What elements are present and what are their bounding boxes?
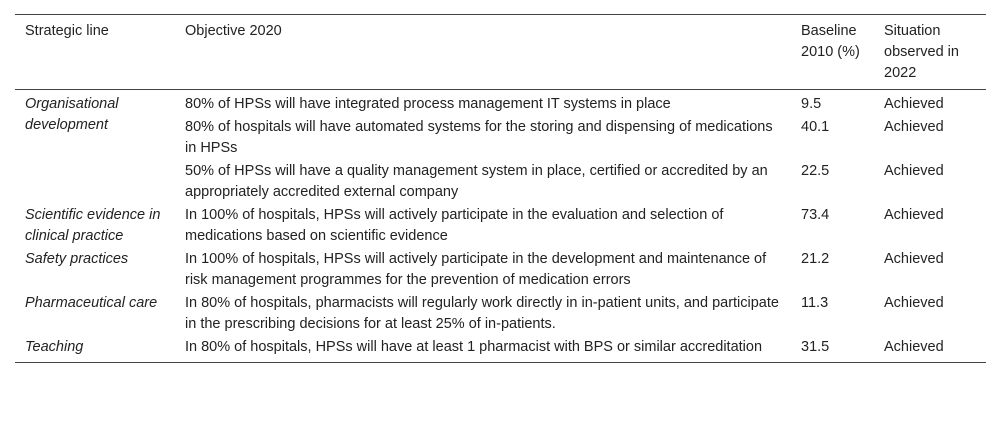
header-strategic-line: Strategic line xyxy=(25,23,109,39)
situation-cell: Achieved xyxy=(884,96,944,112)
table-row xyxy=(15,204,986,248)
baseline-cell: 11.3 xyxy=(801,295,829,311)
header-baseline: Baseline 2010 (%) xyxy=(801,23,860,60)
strategic-objectives-table xyxy=(15,14,986,363)
situation-cell: Achieved xyxy=(884,251,944,267)
objective-cell: In 80% of hospitals, HPSs will have at least 1 pharmacist with BPS or similar accreditation xyxy=(185,339,763,355)
situation-cell: Achieved xyxy=(884,207,944,223)
strategic-line-cell: Organisational development xyxy=(25,96,119,133)
table-row xyxy=(15,336,986,363)
objective-cell: In 100% of hospitals, HPSs will actively participate in the evaluation and selection of medications based on scientific evidence xyxy=(185,207,724,244)
strategic-line-cell: Scientific evidence in clinical practice xyxy=(25,207,161,244)
strategic-line-cell: Pharmaceutical care xyxy=(25,295,158,311)
objective-cell: In 100% of hospitals, HPSs will actively participate in the development and maintenance of risk management programmes for the prevention of medication errors xyxy=(185,251,767,288)
baseline-cell: 73.4 xyxy=(801,207,830,223)
header-situation: Situation observed in 2022 xyxy=(884,23,959,81)
strategic-line-cell: Safety practices xyxy=(25,251,129,267)
objective-cell: In 80% of hospitals, pharmacists will regularly work directly in in-patient units, and participate in the prescribing decisions for at least 25% of in-patients. xyxy=(185,295,779,332)
objective-cell: 50% of HPSs will have a quality management system in place, certified or accredited by an appropriately accredited external company xyxy=(185,163,768,200)
situation-cell: Achieved xyxy=(884,119,944,135)
table-row xyxy=(15,292,986,336)
baseline-cell: 31.5 xyxy=(801,339,830,355)
baseline-cell: 40.1 xyxy=(801,119,830,135)
table-row xyxy=(15,248,986,292)
baseline-cell: 9.5 xyxy=(801,96,822,112)
strategic-line-cell: Teaching xyxy=(25,339,84,355)
table-header-row xyxy=(15,15,986,90)
table-row xyxy=(15,90,986,117)
situation-cell: Achieved xyxy=(884,339,944,355)
baseline-cell: 22.5 xyxy=(801,163,830,179)
strategic-objectives-table-container xyxy=(15,14,986,363)
situation-cell: Achieved xyxy=(884,163,944,179)
baseline-cell: 21.2 xyxy=(801,251,830,267)
situation-cell: Achieved xyxy=(884,295,944,311)
objective-cell: 80% of HPSs will have integrated process management IT systems in place xyxy=(185,96,671,112)
header-objective: Objective 2020 xyxy=(185,23,282,39)
objective-cell: 80% of hospitals will have automated systems for the storing and dispensing of medications in HPSs xyxy=(185,119,773,156)
